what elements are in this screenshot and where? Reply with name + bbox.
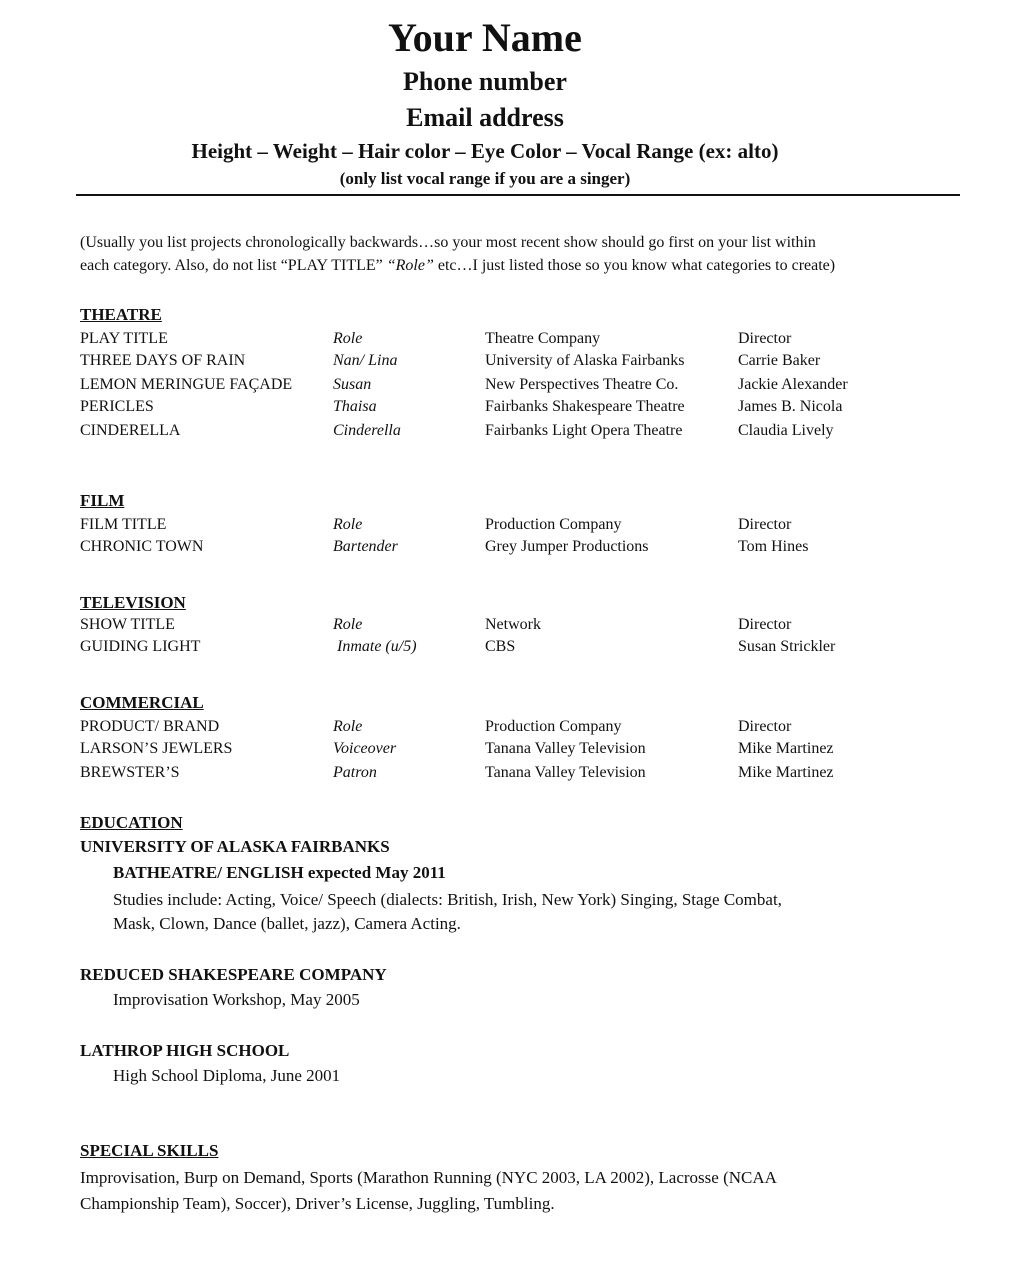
title-cell: PERICLES [80, 398, 154, 415]
role-cell: Cinderella [333, 422, 401, 439]
role-cell: Inmate (u/5) [337, 638, 417, 655]
role-cell: Thaisa [333, 398, 377, 415]
director-cell: Mike Martinez [738, 740, 834, 757]
director-cell: Director [738, 330, 792, 347]
school-name: UNIVERSITY OF ALASKA FAIRBANKS [80, 837, 390, 856]
degree: BATHEATRE/ ENGLISH expected May 2011 [113, 863, 446, 882]
phone-number: Phone number [403, 67, 567, 96]
title-cell: PLAY TITLE [80, 330, 168, 347]
school-detail: High School Diploma, June 2001 [113, 1066, 341, 1085]
company-cell: Tanana Valley Television [485, 740, 646, 757]
theatre-row [80, 352, 960, 374]
role-cell: Role [333, 718, 363, 735]
director-cell: Tom Hines [738, 538, 809, 555]
director-cell: Director [738, 616, 792, 633]
role-cell: Voiceover [333, 740, 397, 757]
skills-line-2: Championship Team), Soccer), Driver’s License, Juggling, Tumbling. [80, 1194, 555, 1213]
school-name: REDUCED SHAKESPEARE COMPANY [80, 965, 387, 984]
commercial-row [80, 718, 960, 740]
title-cell: CHRONIC TOWN [80, 538, 204, 555]
director-cell: Director [738, 718, 792, 735]
commercial-row [80, 740, 960, 762]
company-cell: Fairbanks Light Opera Theatre [485, 422, 683, 439]
commercial-row [80, 764, 960, 786]
title-cell: CINDERELLA [80, 422, 181, 439]
studies-line-2: Mask, Clown, Dance (ballet, jazz), Camera Acting. [113, 914, 461, 933]
role-cell: Patron [333, 764, 377, 781]
title-cell: SHOW TITLE [80, 616, 175, 633]
school-detail: Improvisation Workshop, May 2005 [113, 990, 360, 1009]
company-cell: Production Company [485, 718, 622, 735]
theatre-row [80, 422, 960, 444]
email-address: Email address [406, 103, 564, 132]
television-heading: TELEVISION [80, 593, 186, 612]
director-cell: Director [738, 516, 792, 533]
instructions-text-a: each category. Also, do not list “PLAY TITLE” [80, 257, 387, 274]
company-cell: University of Alaska Fairbanks [485, 352, 685, 369]
studies-line-1: Studies include: Acting, Voice/ Speech (dialects: British, Irish, New York) Singing, Stage Combat, [113, 890, 782, 909]
role-cell: Bartender [333, 538, 398, 555]
film-row [80, 538, 960, 560]
film-heading: FILM [80, 491, 125, 510]
director-cell: Mike Martinez [738, 764, 834, 781]
director-cell: Claudia Lively [738, 422, 834, 439]
company-cell: Production Company [485, 516, 622, 533]
theatre-heading: THEATRE [80, 305, 162, 324]
theatre-row [80, 398, 960, 420]
commercial-heading: COMMERCIAL [80, 693, 204, 712]
network-cell: Network [485, 616, 541, 633]
actor-name: Your Name [388, 15, 582, 60]
director-cell: James B. Nicola [738, 398, 843, 415]
title-cell: BREWSTER’S [80, 764, 180, 781]
role-cell: Role [333, 330, 363, 347]
instructions-line-2 [80, 257, 960, 275]
title-cell: GUIDING LIGHT [80, 638, 201, 655]
role-cell: Role [333, 616, 363, 633]
role-cell: Susan [333, 376, 372, 393]
television-row [80, 616, 960, 638]
director-cell: Jackie Alexander [738, 376, 848, 393]
school-name: LATHROP HIGH SCHOOL [80, 1041, 290, 1060]
education-heading: EDUCATION [80, 813, 183, 832]
instructions-line-1: (Usually you list projects chronologically backwards…so your most recent show should go first on your list within [80, 234, 816, 251]
theatre-row [80, 330, 960, 352]
company-cell: Grey Jumper Productions [485, 538, 649, 555]
skills-line-1: Improvisation, Burp on Demand, Sports (Marathon Running (NYC 2003, LA 2002), Lacrosse (NCAA [80, 1168, 777, 1187]
theatre-row [80, 376, 960, 398]
television-row [80, 638, 960, 660]
film-row [80, 516, 960, 538]
special-skills-heading: SPECIAL SKILLS [80, 1141, 219, 1160]
vocal-range-note: (only list vocal range if you are a singer) [339, 169, 631, 188]
title-cell: LEMON MERINGUE FAÇADE [80, 376, 293, 393]
company-cell: New Perspectives Theatre Co. [485, 376, 679, 393]
company-cell: Theatre Company [485, 330, 601, 347]
director-cell: Susan Strickler [738, 638, 836, 655]
title-cell: FILM TITLE [80, 516, 167, 533]
network-cell: CBS [485, 638, 516, 655]
instructions-text-b: etc…I just listed those so you know what categories to create) [433, 257, 836, 274]
title-cell: PRODUCT/ BRAND [80, 718, 220, 735]
company-cell: Fairbanks Shakespeare Theatre [485, 398, 685, 415]
physical-stats: Height – Weight – Hair color – Eye Color – Vocal Range (ex: alto) [191, 139, 779, 163]
role-cell: Role [333, 516, 363, 533]
title-cell: THREE DAYS OF RAIN [80, 352, 246, 369]
company-cell: Tanana Valley Television [485, 764, 646, 781]
director-cell: Carrie Baker [738, 352, 821, 369]
role-cell: Nan/ Lina [333, 352, 398, 369]
header-divider [76, 194, 960, 196]
instructions-role: “Role” [386, 257, 434, 274]
title-cell: LARSON’S JEWLERS [80, 740, 233, 757]
